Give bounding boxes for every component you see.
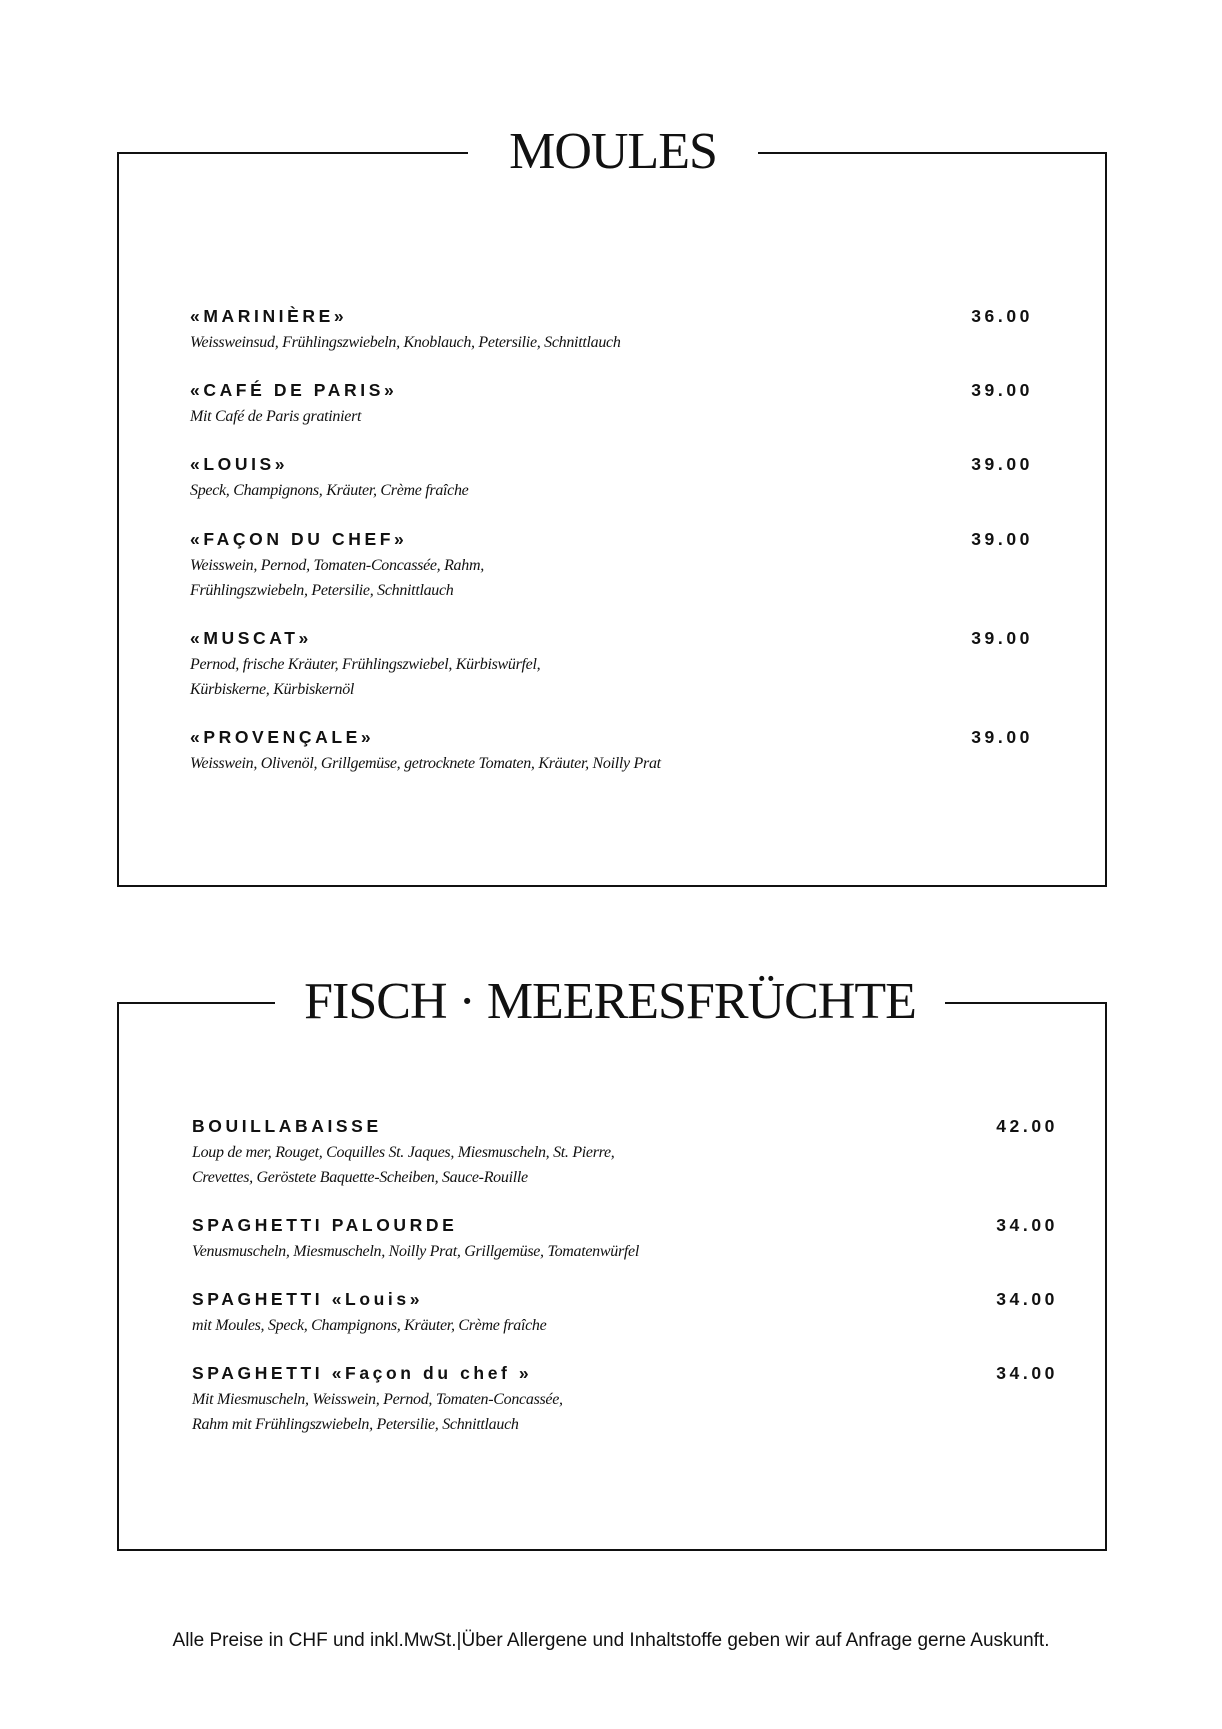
item-description-line: Kürbiskerne, Kürbiskernöl [190,681,355,698]
item-description: mit Moules, Speck, Champignons, Kräuter, Crème fraîche [192,1317,547,1334]
moules-section-title: MOULES [468,126,758,178]
item-description [192,1140,615,1190]
item-description [192,1387,563,1437]
item-description [190,652,540,702]
item-name: «CAFÉ DE PARIS» [190,380,398,400]
item-price: 34.00 [996,1289,1058,1309]
item-price: 42.00 [996,1116,1058,1136]
item-name: «LOUIS» [190,454,289,474]
menu-item-spaghetti-louis [192,1288,546,1338]
menu-item-provencale [190,726,661,776]
item-name: «MARINIÈRE» [190,306,348,326]
item-name: «PROVENÇALE» [190,727,375,747]
item-price: 34.00 [996,1363,1058,1383]
menu-item-muscat [190,627,540,702]
item-description-line: Crevettes, Geröstete Baquette-Scheiben, Sauce-Rouille [192,1169,528,1186]
item-name: SPAGHETTI «Louis» [192,1289,424,1309]
item-price: 39.00 [971,727,1033,747]
item-price: 39.00 [971,454,1033,474]
fisch-section-frame [117,1002,1107,1551]
item-price: 39.00 [971,529,1033,549]
item-name: BOUILLABAISSE [192,1116,382,1136]
item-description: Mit Café de Paris gratiniert [190,408,362,425]
item-description [190,553,484,603]
item-description: Weisswein, Olivenöl, Grillgemüse, getrocknete Tomaten, Kräuter, Noilly Prat [190,755,661,772]
menu-item-bouillabaisse [192,1115,615,1190]
item-description: Speck, Champignons, Kräuter, Crème fraîche [190,482,469,499]
item-name: SPAGHETTI PALOURDE [192,1215,458,1235]
item-description-line: Rahm mit Frühlingszwiebeln, Petersilie, Schnittlauch [192,1416,519,1433]
item-price: 39.00 [971,380,1033,400]
item-description-line: Loup de mer, Rouget, Coquilles St. Jaques, Miesmuscheln, St. Pierre, [192,1144,615,1161]
item-name: «FAÇON DU CHEF» [190,529,408,549]
item-description-line: Pernod, frische Kräuter, Frühlingszwiebel, Kürbiswürfel, [190,656,541,673]
item-name: «MUSCAT» [190,628,312,648]
menu-item-facon-du-chef [190,528,484,603]
item-price: 39.00 [971,628,1033,648]
item-description: Venusmuscheln, Miesmuscheln, Noilly Prat, Grillgemüse, Tomatenwürfel [192,1243,639,1260]
item-name: SPAGHETTI «Façon du chef » [192,1363,533,1383]
moules-section-frame [117,152,1107,887]
item-description-line: Mit Miesmuscheln, Weisswein, Pernod, Tomaten-Concassée, [192,1391,563,1408]
item-price: 34.00 [996,1215,1058,1235]
footer-note: Alle Preise in CHF und inkl.MwSt.|Über Allergene und Inhaltstoffe geben wir auf Anfrage gerne Auskunft. [172,1630,1050,1651]
item-description-line: Weisswein, Pernod, Tomaten-Concassée, Rahm, [190,557,484,574]
item-price: 36.00 [971,306,1033,326]
menu-item-mariniere [190,305,621,355]
item-description: Weissweinsud, Frühlingszwiebeln, Knoblauch, Petersilie, Schnittlauch [190,334,621,351]
menu-item-cafe-de-paris [190,379,397,429]
menu-item-spaghetti-facon-du-chef [192,1362,563,1437]
menu-item-spaghetti-palourde [192,1214,639,1264]
fisch-section-title: FISCH · MEERESFRÜCHTE [275,976,945,1028]
item-description-line: Frühlingszwiebeln, Petersilie, Schnittlauch [190,582,454,599]
menu-item-louis [190,453,468,503]
